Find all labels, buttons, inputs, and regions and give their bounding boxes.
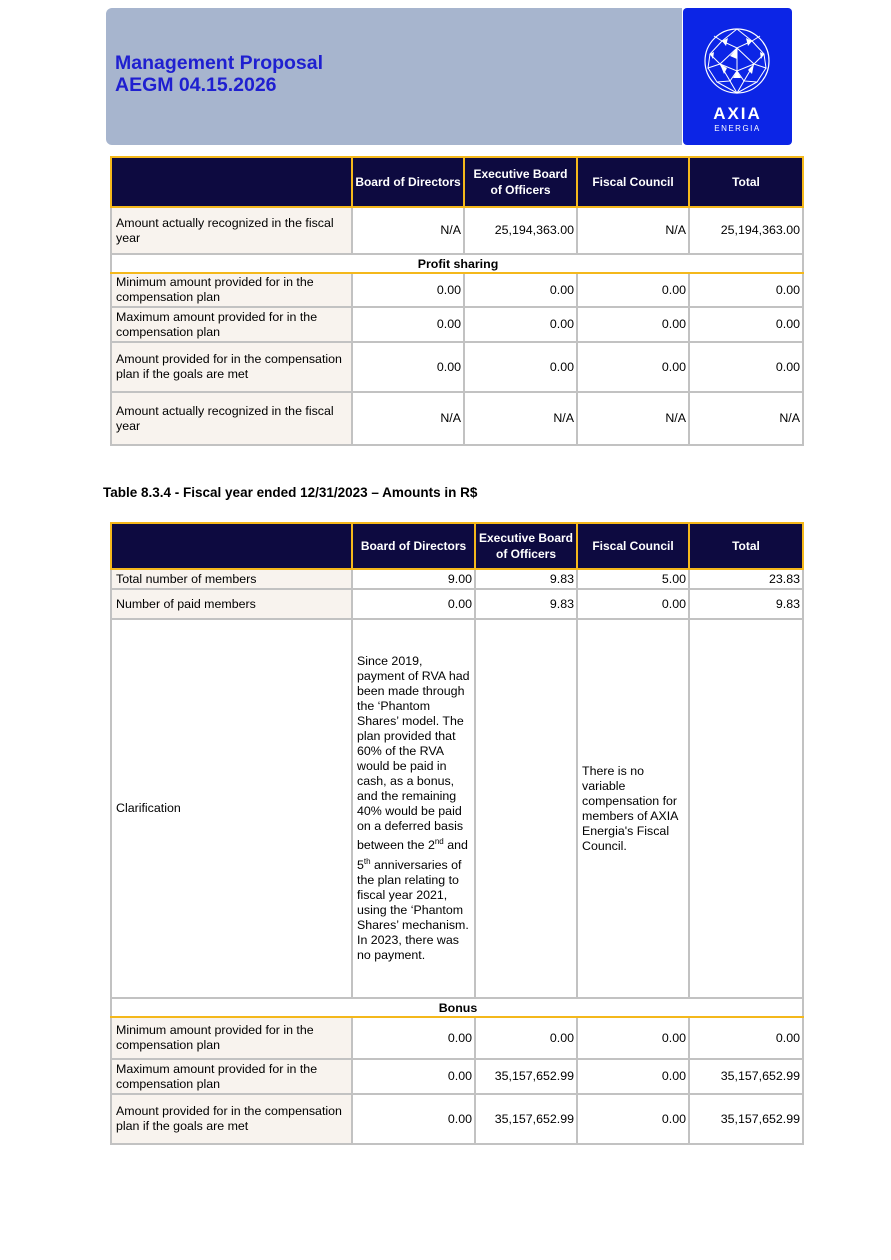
- table-row: [111, 392, 803, 445]
- column-header-board: Board of Directors: [352, 523, 475, 569]
- table-row: [111, 342, 803, 392]
- clarification-row: [111, 619, 803, 998]
- globe-icon: [702, 26, 772, 96]
- superscript-th: th: [363, 856, 371, 866]
- table-header-row: [111, 157, 803, 207]
- page-title: [115, 52, 323, 96]
- cell-total: 0.00: [689, 273, 803, 307]
- cell-total: 25,194,363.00: [689, 207, 803, 254]
- cell-board: 0.00: [352, 1017, 475, 1059]
- clarification-executive: [475, 619, 577, 998]
- row-label: Maximum amount provided for in the compensation plan: [111, 1059, 352, 1094]
- table-row: [111, 1017, 803, 1059]
- cell-board: 0.00: [352, 273, 464, 307]
- cell-board: 0.00: [352, 589, 475, 619]
- column-header-total: Total: [689, 523, 803, 569]
- compensation-table-2023: [110, 522, 804, 1145]
- table-row: [111, 1059, 803, 1094]
- table-caption: Table 8.3.4 - Fiscal year ended 12/31/2023 – Amounts in R$: [103, 485, 478, 500]
- cell-total: 0.00: [689, 1017, 803, 1059]
- row-label: Minimum amount provided for in the compensation plan: [111, 1017, 352, 1059]
- cell-board: 0.00: [352, 307, 464, 342]
- axia-logo: [683, 8, 792, 145]
- table-header-row: [111, 523, 803, 569]
- clarification-board: [352, 619, 475, 998]
- cell-fiscal: 0.00: [577, 1017, 689, 1059]
- section-row: [111, 254, 803, 273]
- column-header-board: Board of Directors: [352, 157, 464, 207]
- section-heading: Bonus: [111, 998, 803, 1017]
- table-row: [111, 589, 803, 619]
- cell-total: 0.00: [689, 307, 803, 342]
- clarification-board-text-b: and 5: [357, 838, 468, 872]
- cell-executive: 0.00: [464, 307, 577, 342]
- cell-fiscal: 5.00: [577, 569, 689, 589]
- table-row: [111, 1094, 803, 1144]
- cell-board: 0.00: [352, 1059, 475, 1094]
- clarification-board-text-a: Since 2019, payment of RVA had been made through the ‘Phantom Shares’ model. The plan provided that 60% of the RVA would be paid in cash, as a bonus, and the remaining 40% would be paid on a deferred basis between the 2: [357, 654, 470, 853]
- column-header-total: Total: [689, 157, 803, 207]
- cell-executive: 25,194,363.00: [464, 207, 577, 254]
- clarification-board-text-c: anniversaries of the plan relating to fiscal year 2021, using the ‘Phantom Shares’ mechanism. In 2023, there was no payment.: [357, 857, 469, 962]
- clarification-fiscal: There is no variable compensation for members of AXIA Energia's Fiscal Council.: [577, 619, 689, 998]
- clarification-total: [689, 619, 803, 998]
- column-header-executive: Executive Board of Officers: [464, 157, 577, 207]
- cell-executive: N/A: [464, 392, 577, 445]
- row-label: Amount actually recognized in the fiscal year: [111, 392, 352, 445]
- section-row: [111, 998, 803, 1017]
- cell-fiscal: 0.00: [577, 1094, 689, 1144]
- section-heading: Profit sharing: [111, 254, 803, 273]
- cell-fiscal: 0.00: [577, 589, 689, 619]
- cell-total: 23.83: [689, 569, 803, 589]
- logo-name: AXIA: [713, 104, 762, 123]
- cell-fiscal: 0.00: [577, 1059, 689, 1094]
- cell-board: 0.00: [352, 1094, 475, 1144]
- cell-fiscal: N/A: [577, 392, 689, 445]
- title-line-2: AEGM 04.15.2026: [115, 74, 277, 96]
- column-header-label: [111, 523, 352, 569]
- column-header-fiscal: Fiscal Council: [577, 157, 689, 207]
- row-label: Clarification: [111, 619, 352, 998]
- cell-executive: 0.00: [475, 1017, 577, 1059]
- cell-executive: 35,157,652.99: [475, 1059, 577, 1094]
- cell-board: 0.00: [352, 342, 464, 392]
- cell-fiscal: 0.00: [577, 273, 689, 307]
- table-row: [111, 307, 803, 342]
- row-label: Amount provided for in the compensation plan if the goals are met: [111, 342, 352, 392]
- column-header-label: [111, 157, 352, 207]
- column-header-fiscal: Fiscal Council: [577, 523, 689, 569]
- cell-fiscal: N/A: [577, 207, 689, 254]
- row-label: Amount actually recognized in the fiscal year: [111, 207, 352, 254]
- cell-executive: 9.83: [475, 589, 577, 619]
- cell-total: N/A: [689, 392, 803, 445]
- cell-fiscal: 0.00: [577, 307, 689, 342]
- column-header-executive: Executive Board of Officers: [475, 523, 577, 569]
- compensation-table-continued: [110, 156, 804, 446]
- row-label: Amount provided for in the compensation plan if the goals are met: [111, 1094, 352, 1144]
- logo-subtitle: ENERGIA: [714, 124, 761, 133]
- row-label: Total number of members: [111, 569, 352, 589]
- row-label: Minimum amount provided for in the compensation plan: [111, 273, 352, 307]
- cell-board: N/A: [352, 207, 464, 254]
- cell-board: N/A: [352, 392, 464, 445]
- cell-total: 0.00: [689, 342, 803, 392]
- superscript-nd: nd: [434, 837, 444, 847]
- cell-total: 35,157,652.99: [689, 1059, 803, 1094]
- cell-executive: 9.83: [475, 569, 577, 589]
- table-row: [111, 273, 803, 307]
- cell-total: 35,157,652.99: [689, 1094, 803, 1144]
- table-row: [111, 569, 803, 589]
- table-row: [111, 207, 803, 254]
- cell-executive: 0.00: [464, 342, 577, 392]
- cell-fiscal: 0.00: [577, 342, 689, 392]
- cell-executive: 0.00: [464, 273, 577, 307]
- cell-total: 9.83: [689, 589, 803, 619]
- cell-executive: 35,157,652.99: [475, 1094, 577, 1144]
- title-line-1: Management Proposal: [115, 52, 324, 74]
- cell-board: 9.00: [352, 569, 475, 589]
- row-label: Maximum amount provided for in the compensation plan: [111, 307, 352, 342]
- row-label: Number of paid members: [111, 589, 352, 619]
